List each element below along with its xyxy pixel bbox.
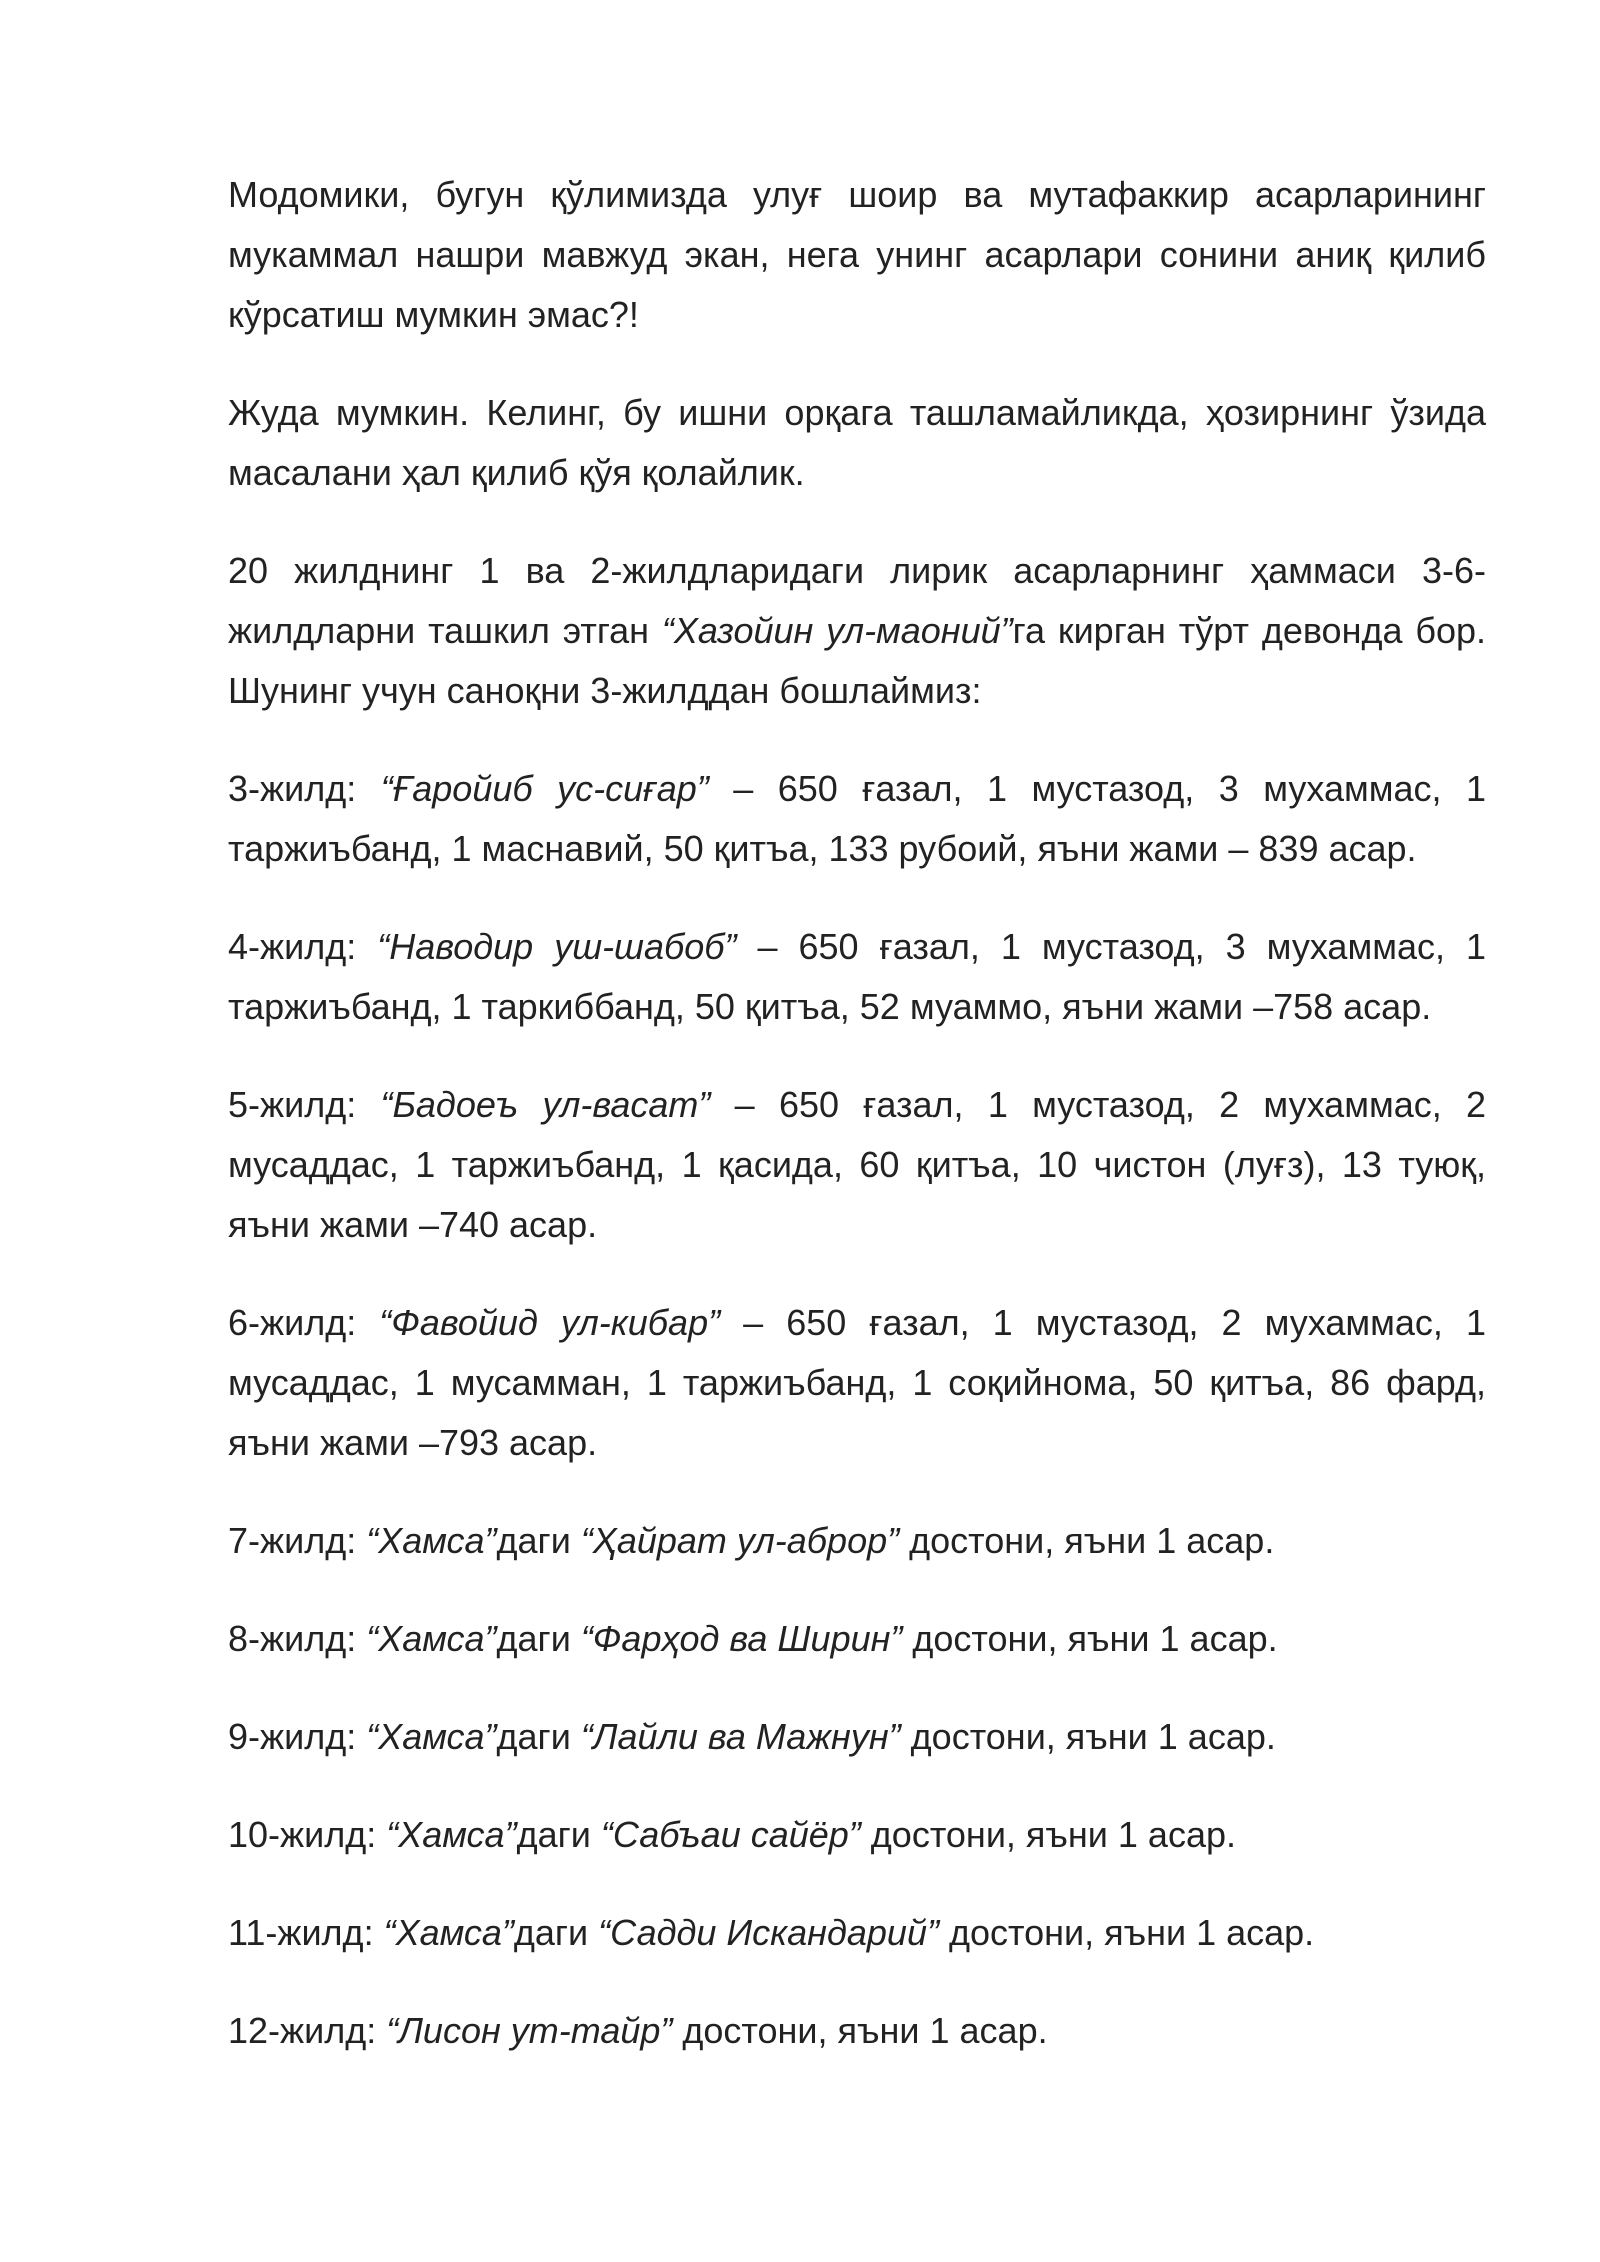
paragraph-intro-question	[228, 165, 1486, 345]
text-run: Модомики, бугун қўлимизда улуғ шоир ва мутафаккир асарларининг мукаммал нашри мавжуд экан, нега унинг асарлари сонини аниқ қилиб кўрсатиш мумкин эмас?!	[228, 174, 1486, 335]
text-run: 20 жилднинг 1 ва 2-жилдларидаги лирик асарларнинг ҳаммаси 3-6-жилдларни ташкил этган	[228, 550, 1486, 651]
book-title: “Фавойид ул-кибар”	[379, 1302, 721, 1343]
paragraph-volume-11	[228, 1903, 1486, 1963]
paragraph-volume-12	[228, 2001, 1486, 2061]
paragraph-counting-start	[228, 541, 1486, 721]
poem-title: “Садди Искандарий”	[598, 1912, 939, 1953]
paragraph-volume-6	[228, 1293, 1486, 1473]
book-title: “Ғаройиб ус-сиғар”	[380, 768, 709, 809]
text-run: – 650 ғазал, 1 мустазод, 3 мухаммас, 1 таржиъбанд, 1 таркиббанд, 50 қитъа, 52 муаммо, яъни жами –758 асар.	[228, 926, 1486, 1027]
text-run: достони, яъни 1 асар.	[860, 1814, 1237, 1855]
text-run: достони, яъни 1 асар.	[672, 2010, 1048, 2051]
paragraph-volume-9	[228, 1707, 1486, 1767]
text-run: достони, яъни 1 асар.	[902, 1618, 1278, 1659]
poem-title: “Лайли ва Мажнун”	[580, 1716, 901, 1757]
document-page	[228, 165, 1486, 2099]
book-title: “Бадоеъ ул-васат”	[380, 1084, 711, 1125]
volume-label: 4-жилд:	[228, 926, 378, 967]
volume-label: 7-жилд:	[228, 1520, 367, 1561]
text-run: – 650 ғазал, 1 мустазод, 3 мухаммас, 1 таржиъбанд, 1 маснавий, 50 қитъа, 133 рубоий, яъни жами – 839 асар.	[228, 768, 1486, 869]
paragraph-volume-5	[228, 1075, 1486, 1255]
text-run: даги	[496, 1520, 581, 1561]
text-run: достони, яъни 1 асар.	[899, 1520, 1275, 1561]
poem-title: “Сабъаи сайёр”	[600, 1814, 861, 1855]
book-title: “Хазойин ул-маоний”	[661, 610, 1013, 651]
book-title: “Хамса”	[386, 1814, 517, 1855]
volume-label: 5-жилд:	[228, 1084, 381, 1125]
volume-label: 10-жилд:	[228, 1814, 387, 1855]
text-run: даги	[496, 1618, 581, 1659]
poem-title: “Ҳайрат ул-аброр”	[580, 1520, 900, 1561]
volume-label: 11-жилд:	[228, 1912, 384, 1953]
text-run: даги	[496, 1716, 581, 1757]
text-run: га кирган тўрт девонда бор. Шунинг учун саноқни 3-жилддан бошлаймиз:	[228, 610, 1486, 711]
volume-label: 3-жилд:	[228, 768, 381, 809]
book-title: “Хамса”	[383, 1912, 514, 1953]
paragraph-volume-7	[228, 1511, 1486, 1571]
volume-label: 8-жилд:	[228, 1618, 367, 1659]
paragraph-volume-4	[228, 917, 1486, 1037]
text-run: даги	[513, 1912, 599, 1953]
book-title: “Хамса”	[366, 1618, 497, 1659]
book-title: “Наводир уш-шабоб”	[377, 926, 737, 967]
text-run: Жуда мумкин. Келинг, бу ишни орқага ташламайликда, ҳозирнинг ўзида масалани ҳал қилиб қўя қолайлик.	[228, 392, 1486, 493]
volume-label: 12-жилд:	[228, 2010, 387, 2051]
book-title: “Хамса”	[366, 1520, 497, 1561]
paragraph-volume-10	[228, 1805, 1486, 1865]
paragraph-volume-3	[228, 759, 1486, 879]
text-run: даги	[516, 1814, 601, 1855]
text-run: – 650 ғазал, 1 мустазод, 2 мухаммас, 1 мусаддас, 1 мусамман, 1 таржиъбанд, 1 соқийнома, 50 қитъа, 86 фард, яъни жами –793 асар.	[228, 1302, 1486, 1463]
poem-title: “Лисон ут-тайр”	[386, 2010, 673, 2051]
text-run: достони, яъни 1 асар.	[900, 1716, 1276, 1757]
book-title: “Хамса”	[366, 1716, 497, 1757]
volume-label: 9-жилд:	[228, 1716, 367, 1757]
volume-label: 6-жилд:	[228, 1302, 380, 1343]
poem-title: “Фарҳод ва Ширин”	[580, 1618, 903, 1659]
paragraph-volume-8	[228, 1609, 1486, 1669]
text-run: достони, яъни 1 асар.	[938, 1912, 1315, 1953]
paragraph-intro-answer	[228, 383, 1486, 503]
text-run: – 650 ғазал, 1 мустазод, 2 мухаммас, 2 мусаддас, 1 таржиъбанд, 1 қасида, 60 қитъа, 10 чистон (луғз), 13 туюқ, яъни жами –740 асар.	[228, 1084, 1487, 1245]
